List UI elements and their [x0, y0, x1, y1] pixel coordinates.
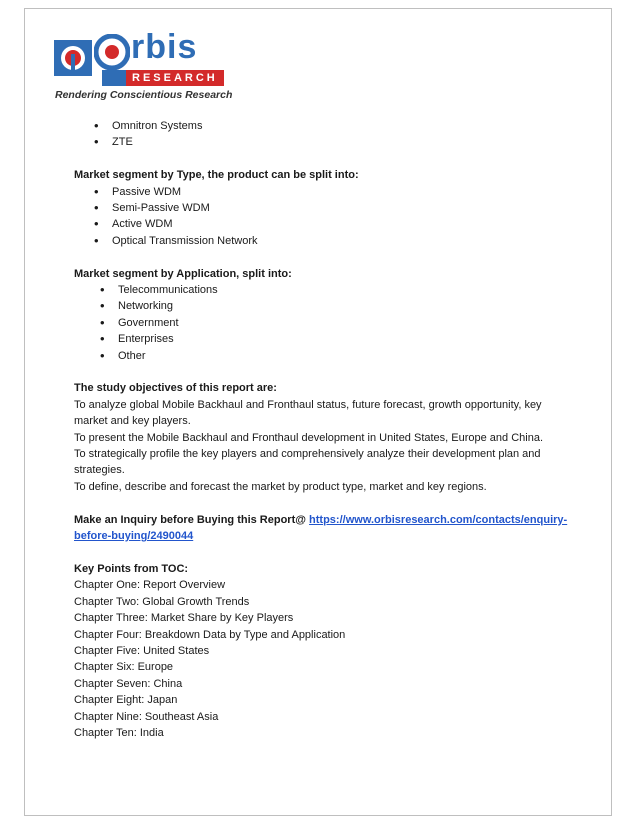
orbis-o-icon [94, 34, 130, 70]
logo-wordmark: rbis [131, 28, 198, 66]
logo-band-accent [102, 70, 126, 86]
toc-chapter: Chapter Seven: China [74, 677, 183, 690]
document-content [74, 118, 574, 741]
toc-heading: Key Points from TOC: [74, 562, 189, 575]
toc-chapter: Chapter Ten: India [74, 726, 164, 739]
toc-chapter: Chapter Eight: Japan [74, 694, 178, 707]
list-item: • Semi-Passive WDM [74, 200, 574, 216]
list-item: • Omnitron Systems [74, 118, 574, 134]
toc-chapter: Chapter One: Report Overview [74, 579, 226, 592]
toc-chapter: Chapter Six: Europe [74, 661, 174, 674]
list-item: • Telecommunications [74, 282, 574, 298]
list-item: • Passive WDM [74, 184, 574, 200]
list-item: • ZTE [74, 134, 574, 150]
logo-tagline: Rendering Conscientious Research [55, 89, 233, 101]
toc-chapter: Chapter Four: Breakdown Data by Type and Application [74, 628, 346, 641]
toc-chapter: Chapter Nine: Southeast Asia [74, 710, 219, 723]
objectives-line: strategies. [74, 464, 125, 477]
objectives-line: To define, describe and forecast the market by product type, market and key regions. [74, 480, 487, 493]
list-item: • Optical Transmission Network [74, 233, 574, 249]
toc-chapter: Chapter Two: Global Growth Trends [74, 595, 250, 608]
list-item: • Networking [74, 298, 574, 314]
vendor-list [74, 118, 574, 151]
objectives-heading: The study objectives of this report are: [74, 382, 277, 395]
orbis-q-mark-icon [54, 40, 92, 76]
list-item: • Other [74, 348, 574, 364]
objectives-line: To strategically profile the key players and comprehensively analyze their development plan and [74, 448, 541, 461]
objectives-line: market and key players. [74, 415, 191, 428]
toc-chapter: Chapter Three: Market Share by Key Players [74, 612, 294, 625]
list-item: • Government [74, 315, 574, 331]
type-segment-heading: Market segment by Type, the product can be split into: [74, 169, 359, 182]
application-segment-list [74, 282, 574, 364]
objectives-line: To present the Mobile Backhaul and Fronthaul development in United States, Europe and China. [74, 431, 544, 444]
inquiry-link[interactable]: https://www.orbisresearch.com/contacts/enquiry- before-buying/2490044 [74, 513, 568, 543]
toc-chapter: Chapter Five: United States [74, 644, 210, 657]
list-item: • Enterprises [74, 331, 574, 347]
objectives-line: To analyze global Mobile Backhaul and Fronthaul status, future forecast, growth opportunity, key [74, 398, 542, 411]
inquiry-paragraph [74, 512, 574, 545]
application-segment-heading: Market segment by Application, split into: [74, 267, 292, 280]
list-item: • Active WDM [74, 216, 574, 232]
inquiry-label: Make an Inquiry before Buying this Report@ [74, 513, 310, 526]
orbis-logo [54, 28, 233, 106]
logo-research-band: RESEARCH [102, 70, 224, 86]
type-segment-list [74, 184, 574, 250]
